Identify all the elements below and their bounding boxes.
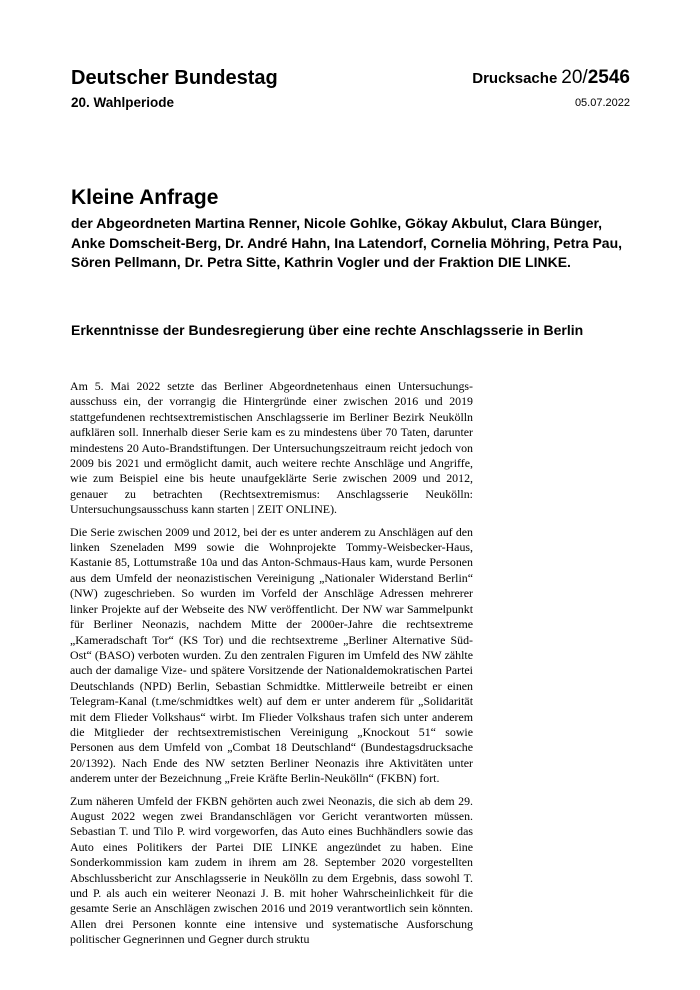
drucksache-line — [472, 66, 630, 91]
paragraph: Am 5. Mai 2022 setzte das Berliner Abgeordnetenhaus einen Untersuchungsausschuss ein, der vorrangig die Hintergründe einer zwischen 2016 und 2019 stattgefundenen rechtsextremistischen Anschlagsserie im Berliner Bezirk Neukölln aufklären soll. Innerhalb dieser Serie kam es zu mindestens über 70 Taten, darunter mindestens 20 Auto-Brandstiftungen. Der Untersuchungszeitraum reicht jedoch von 2009 bis 2021 und ermöglicht damit, auch weitere rechte Anschläge und Angriffe, wie zum Beispiel eine bis heute unaufgeklärte Serie zwischen 2009 und 2012, genauer zu betrachten (Rechtsextremismus: Anschlagsserie Neukölln: Untersuchungsausschuss kann starten | ZEIT ONLINE). — [70, 379, 473, 517]
paragraph: Zum näheren Umfeld der FKBN gehörten auch zwei Neonazis, die sich ab dem 29. August 2022 wegen zwei Brandanschlägen vor Gericht verantworten müssen. Sebastian T. und Tilo P. wird vorgeworfen, das Auto eines Buchhändlers sowie das Auto eines Politikers der Partei DIE LINKE angezündet zu haben. Eine Sonderkommission kam zudem in ihrem am 28. September 2020 vorgestellten Abschlussbericht zur Anschlagsserie in Neukölln zu dem Ergebnis, dass sowohl T. und P. als auch ein weiterer Neonazi J. B. mit hoher Wahrscheinlichkeit für die gesamte Serie an Anschlägen zwischen 2016 und 2019 verantwortlich sein könnten. Allen drei Personen konnte eine intensive und systematische Ausforschung politischer Gegnerinnen und Gegner durch struktu — [70, 793, 473, 947]
body-text — [70, 379, 473, 955]
header-left — [71, 66, 278, 110]
institution-name: Deutscher Bundestag — [71, 67, 278, 89]
subject-title: Erkenntnisse der Bundesregierung über eine rechte Anschlagsserie in Berlin — [71, 322, 584, 338]
paragraph: Die Serie zwischen 2009 und 2012, bei der es unter anderem zu Anschlägen auf den linken Szeneladen M99 sowie die Wohnprojekte Tommy-Weisbecker-Haus, Kastanie 85, Lottumstraße 10a und das Anton-Schmaus-Haus kam, wurde Personen aus dem Umfeld der neonazistischen Vereinigung „Nationaler Widerstand Berlin“ (NW) zugeschrieben. So wurden im Vorfeld der Anschläge Adressen mehrerer linker Projekte auf der Webseite des NW veröffentlicht. Der NW war Sammelpunkt für Berliner Neonazis, nachdem Mitte der 2000er-Jahre die rechtsextreme „Kameradschaft Tor“ (KS Tor) und die rechtsextreme „Berliner Alternative Süd-Ost“ (BASO) verboten wurden. Zu den zentralen Figuren im Umfeld des NW zählte auch der damalige Vize- und spätere Vorsitzende der Nationaldemokratischen Partei Deutschlands (NPD) Berlin, Sebastian Schmidtke. Mittlerweile betreibt er einen Telegram-Kanal (t.me/schmidtkes welt) auf dem er unter anderem für „Solidarität mit dem Flieder Volkshaus“ wirbt. Im Flieder Volkshaus trafen sich unter anderem die Mitglieder der rechtsextremistischen Vereinigung „Knockout 51“ sowie Personen aus dem Umfeld von „Combat 18 Deutschland“ (Bundestagsdrucksache 20/1392). Nach Ende des NW setzten Berliner Neonazis ihre Aktivitäten unter anderem unter der Bezeichnung „Freie Kräfte Berlin-Neukölln“ (FKBN) fort. — [70, 524, 473, 786]
authors: der Abgeordneten Martina Renner, Nicole Gohlke, Gökay Akbulut, Clara Bünger, Anke Domscheit-Berg, Dr. André Hahn, Ina Latendorf, Cornelia Möhring, Petra Pau, Sören Pellmann, Dr. Petra Sitte, Kathrin Vogler und der Fraktion DIE LINKE. — [71, 215, 623, 270]
drucksache-period: 20/ — [561, 67, 588, 88]
drucksache-number: 2546 — [587, 67, 630, 88]
drucksache-label: Drucksache — [472, 70, 558, 87]
document-type: Kleine Anfrage — [71, 186, 219, 209]
header-right — [472, 66, 630, 109]
document-date: 05.07.2022 — [574, 97, 630, 109]
electoral-period: 20. Wahlperiode — [71, 95, 175, 110]
